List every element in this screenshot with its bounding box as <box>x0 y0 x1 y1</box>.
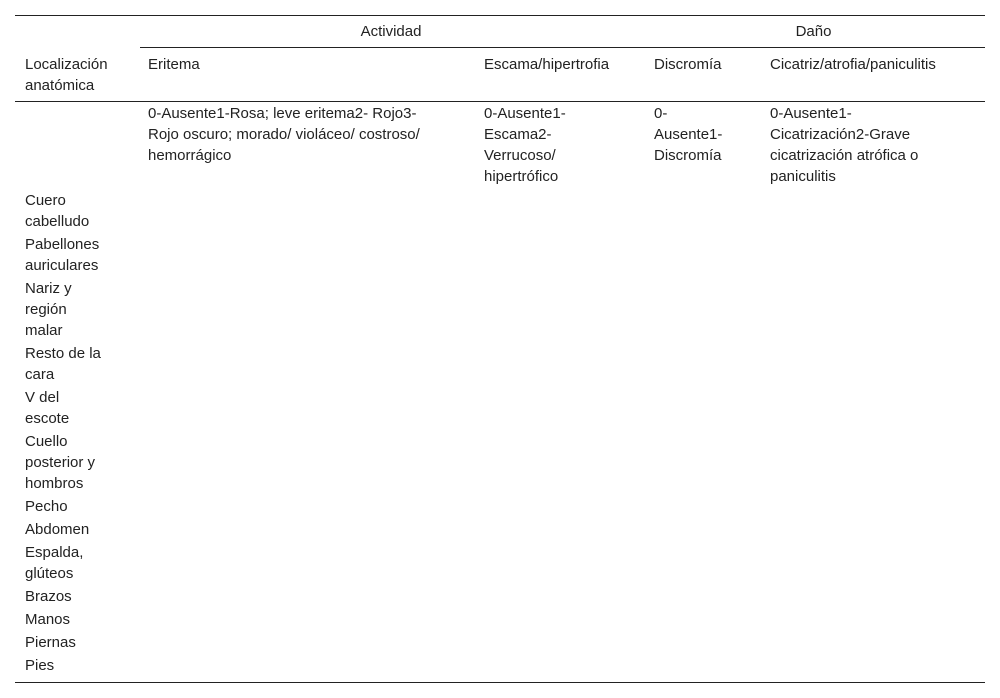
scale-escama-line: hipertrófico <box>484 168 559 185</box>
location-item <box>25 234 135 276</box>
location-line: Brazos <box>25 588 72 605</box>
scale-cicatriz-line: Cicatrización2-Grave <box>770 126 911 143</box>
scale-discromia <box>654 103 754 166</box>
location-line: malar <box>25 322 63 339</box>
location-item <box>25 278 135 341</box>
group-header-dano: Daño <box>795 23 832 40</box>
location-item <box>25 496 135 517</box>
scale-discromia-line: 0- <box>654 105 668 122</box>
top-rule <box>15 15 985 16</box>
column-header-escama: Escama/hipertrofia <box>484 56 610 73</box>
column-header-localizacion <box>25 54 135 96</box>
scale-cicatriz-line: cicatrización atrófica o <box>770 147 919 164</box>
scale-escama-line: 0-Ausente1- <box>484 105 566 122</box>
location-line: Pecho <box>25 498 68 515</box>
bottom-rule <box>15 682 985 683</box>
location-line: Espalda, <box>25 544 84 561</box>
scale-escama-line: Verrucoso/ <box>484 147 556 164</box>
location-item <box>25 655 135 676</box>
scale-escama <box>484 103 634 187</box>
location-item <box>25 387 135 429</box>
location-item <box>25 519 135 540</box>
scale-cicatriz <box>770 103 980 187</box>
column-header-discromia: Discromía <box>654 56 722 73</box>
location-line: posterior y <box>25 454 96 471</box>
scale-eritema-line: Rojo oscuro; morado/ violáceo/ costroso/ <box>148 126 420 143</box>
header-rule <box>15 101 985 102</box>
scale-discromia-line: Ausente1- <box>654 126 723 143</box>
column-header-localizacion-line1: Localización <box>25 56 108 73</box>
column-header-localizacion-line2: anatómica <box>25 77 95 94</box>
location-line: Cuero <box>25 192 66 209</box>
location-line: Nariz y <box>25 280 72 297</box>
location-item <box>25 586 135 607</box>
scale-cicatriz-line: 0-Ausente1- <box>770 105 852 122</box>
location-line: Piernas <box>25 634 76 651</box>
location-line: Cuello <box>25 433 68 450</box>
location-line: hombros <box>25 475 84 492</box>
scale-eritema <box>148 103 468 166</box>
location-line: Pies <box>25 657 55 674</box>
location-item <box>25 343 135 385</box>
location-item <box>25 632 135 653</box>
location-item <box>25 190 135 232</box>
location-line: glúteos <box>25 565 74 582</box>
group-rule <box>140 47 985 48</box>
scale-eritema-line: hemorrágico <box>148 147 232 164</box>
location-list <box>25 190 135 676</box>
group-header-actividad: Actividad <box>360 23 422 40</box>
location-line: cabelludo <box>25 213 90 230</box>
scale-escama-line: Escama2- <box>484 126 552 143</box>
location-line: Resto de la <box>25 345 101 362</box>
location-line: cara <box>25 366 55 383</box>
scale-discromia-line: Discromía <box>654 147 722 164</box>
location-line: región <box>25 301 67 318</box>
column-header-eritema: Eritema <box>148 56 200 73</box>
location-line: auriculares <box>25 257 99 274</box>
location-item <box>25 431 135 494</box>
location-line: Pabellones <box>25 236 100 253</box>
location-line: Manos <box>25 611 71 628</box>
scale-eritema-line: 0-Ausente1-Rosa; leve eritema2- Rojo3- <box>148 105 417 122</box>
location-item <box>25 542 135 584</box>
column-header-cicatriz: Cicatriz/atrofia/paniculitis <box>770 56 936 73</box>
location-line: V del <box>25 389 60 406</box>
location-line: Abdomen <box>25 521 90 538</box>
scale-cicatriz-line: paniculitis <box>770 168 836 185</box>
location-line: escote <box>25 410 70 427</box>
location-item <box>25 609 135 630</box>
